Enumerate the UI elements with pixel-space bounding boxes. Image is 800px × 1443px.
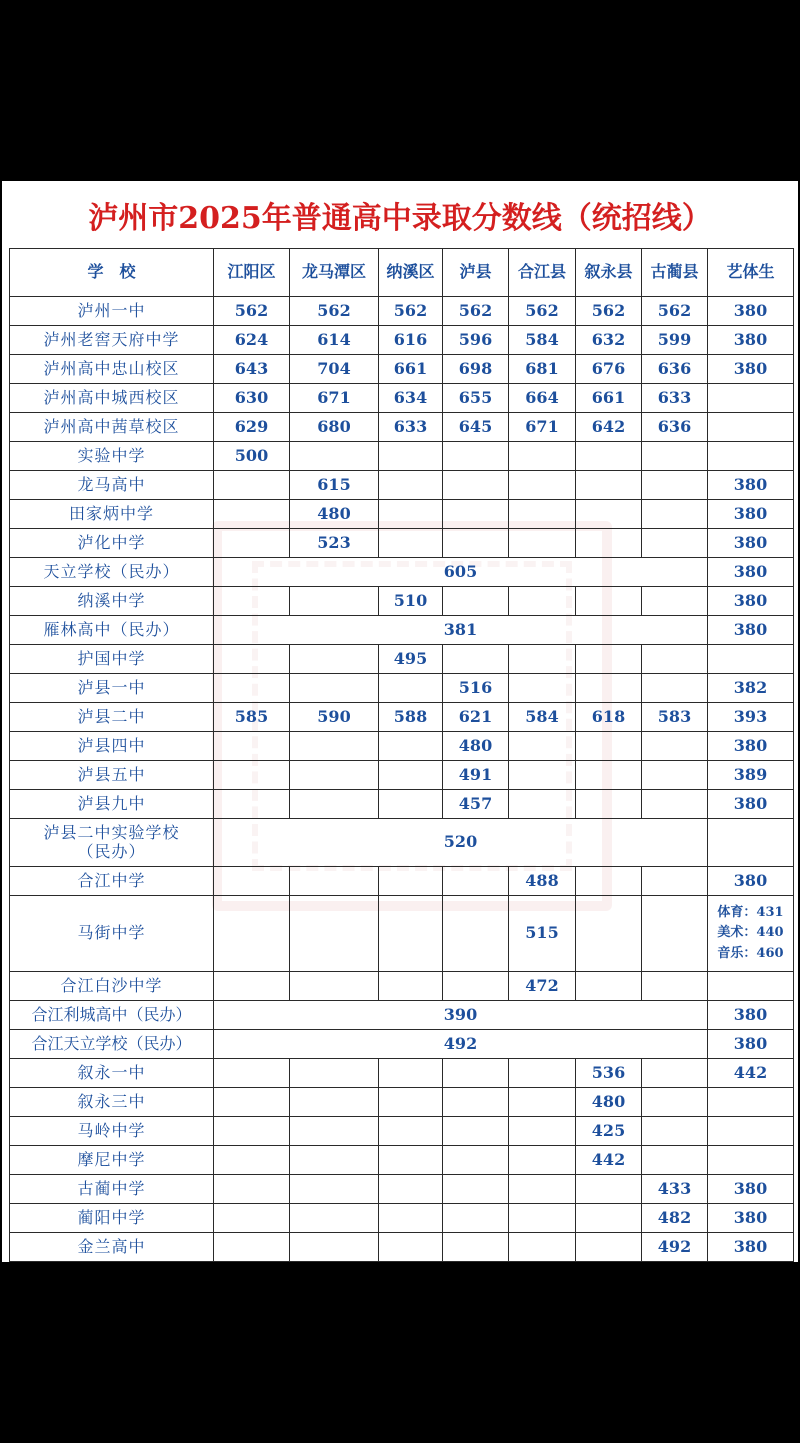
score-cell: 633 — [379, 413, 443, 442]
score-cell — [576, 529, 642, 558]
score-cell — [379, 674, 443, 703]
score-cell — [576, 761, 642, 790]
school-name: 叙永三中 — [10, 1088, 214, 1117]
school-name: 实验中学 — [10, 442, 214, 471]
score-art: 380 — [708, 529, 794, 558]
score-cell — [642, 529, 708, 558]
score-cell: 636 — [642, 413, 708, 442]
score-cell — [642, 761, 708, 790]
score-cell: 680 — [290, 413, 379, 442]
score-cell — [214, 732, 290, 761]
score-cell — [642, 1088, 708, 1117]
school-name: 雁林高中（民办） — [10, 616, 214, 645]
score-cell — [509, 471, 576, 500]
score-cell — [642, 1117, 708, 1146]
score-cell — [214, 587, 290, 616]
school-name: 摩尼中学 — [10, 1146, 214, 1175]
page-title: 泸州市2025年普通高中录取分数线（统招线） — [88, 200, 712, 236]
table-row — [10, 1233, 794, 1262]
score-cell: 643 — [214, 355, 290, 384]
score-cell — [379, 1175, 443, 1204]
score-art — [708, 384, 794, 413]
table-row — [10, 790, 794, 819]
score-cell: 562 — [509, 297, 576, 326]
score-art: 380 — [708, 326, 794, 355]
school-name: 泸县九中 — [10, 790, 214, 819]
score-cell — [290, 442, 379, 471]
table-row — [10, 1146, 794, 1175]
score-cell — [290, 1117, 379, 1146]
score-cell: 599 — [642, 326, 708, 355]
score-cell: 588 — [379, 703, 443, 732]
score-art: 380 — [708, 1233, 794, 1262]
score-cell: 562 — [379, 297, 443, 326]
score-cell — [290, 896, 379, 972]
score-cell — [379, 761, 443, 790]
score-cell: 655 — [443, 384, 509, 413]
score-cell — [509, 529, 576, 558]
score-cell — [214, 500, 290, 529]
score-art: 380 — [708, 587, 794, 616]
score-cell: 704 — [290, 355, 379, 384]
score-cell — [290, 761, 379, 790]
score-cell: 661 — [379, 355, 443, 384]
score-cell — [290, 587, 379, 616]
score-cell — [290, 674, 379, 703]
score-cell: 621 — [443, 703, 509, 732]
score-art: 380 — [708, 355, 794, 384]
score-art: 389 — [708, 761, 794, 790]
score-cell — [509, 674, 576, 703]
table-row — [10, 558, 794, 587]
school-name: 泸县五中 — [10, 761, 214, 790]
score-cell: 671 — [290, 384, 379, 413]
score-cell: 457 — [443, 790, 509, 819]
score-cell — [379, 471, 443, 500]
score-cell — [379, 790, 443, 819]
school-name: 马岭中学 — [10, 1117, 214, 1146]
score-cell — [576, 442, 642, 471]
score-art: 380 — [708, 1001, 794, 1030]
score-cell: 584 — [509, 703, 576, 732]
art-score-line: 体育：431 — [717, 905, 784, 921]
score-cell: 596 — [443, 326, 509, 355]
score-cell — [642, 972, 708, 1001]
score-cell — [290, 1204, 379, 1233]
column-header: 泸县 — [443, 249, 509, 297]
school-name: 叙永一中 — [10, 1059, 214, 1088]
score-cell: 615 — [290, 471, 379, 500]
score-cell — [642, 732, 708, 761]
score-cell — [443, 1117, 509, 1146]
school-name: 纳溪中学 — [10, 587, 214, 616]
score-cell — [576, 500, 642, 529]
score-cell: 523 — [290, 529, 379, 558]
score-table — [9, 248, 794, 1262]
score-cell — [443, 1175, 509, 1204]
score-cell — [214, 1233, 290, 1262]
score-cell: 562 — [576, 297, 642, 326]
score-art: 382 — [708, 674, 794, 703]
table-row — [10, 326, 794, 355]
score-cell — [642, 500, 708, 529]
score-cell — [379, 529, 443, 558]
score-cell — [509, 587, 576, 616]
score-cell: 584 — [509, 326, 576, 355]
score-cell: 562 — [214, 297, 290, 326]
score-cell: 642 — [576, 413, 642, 442]
school-name-line: 泸县二中实验学校 — [43, 823, 180, 843]
score-cell — [379, 1204, 443, 1233]
score-cell — [443, 500, 509, 529]
score-art: 393 — [708, 703, 794, 732]
score-cell — [576, 587, 642, 616]
score-cell — [576, 1175, 642, 1204]
score-cell — [443, 896, 509, 972]
score-cell: 562 — [290, 297, 379, 326]
school-name: 金兰高中 — [10, 1233, 214, 1262]
score-cell — [509, 500, 576, 529]
score-cell: 630 — [214, 384, 290, 413]
score-cell — [214, 867, 290, 896]
score-cell: 500 — [214, 442, 290, 471]
table-body — [10, 297, 794, 1262]
score-cell — [642, 1146, 708, 1175]
score-cell — [443, 442, 509, 471]
school-name: 合江利城高中（民办） — [10, 1001, 214, 1030]
score-cell — [214, 529, 290, 558]
score-cell: 488 — [509, 867, 576, 896]
score-cell: 698 — [443, 355, 509, 384]
column-header: 叙永县 — [576, 249, 642, 297]
score-art: 380 — [708, 616, 794, 645]
score-art — [708, 413, 794, 442]
school-name: 泸州高中城西校区 — [10, 384, 214, 413]
table-row — [10, 529, 794, 558]
score-cell — [509, 1146, 576, 1175]
table-row — [10, 1001, 794, 1030]
score-cell — [576, 645, 642, 674]
score-merged: 381 — [214, 616, 708, 645]
table-row — [10, 1175, 794, 1204]
score-cell — [214, 790, 290, 819]
score-cell — [509, 1088, 576, 1117]
score-merged: 492 — [214, 1030, 708, 1059]
table-row — [10, 1117, 794, 1146]
school-name: 龙马高中 — [10, 471, 214, 500]
score-art — [708, 972, 794, 1001]
school-name: 泸州老窖天府中学 — [10, 326, 214, 355]
school-name: 护国中学 — [10, 645, 214, 674]
score-cell — [509, 442, 576, 471]
score-cell — [214, 896, 290, 972]
score-art: 380 — [708, 732, 794, 761]
score-cell: 629 — [214, 413, 290, 442]
table-row — [10, 587, 794, 616]
school-name-line: （民办） — [77, 841, 146, 861]
score-cell — [290, 790, 379, 819]
score-cell — [576, 790, 642, 819]
score-cell: 645 — [443, 413, 509, 442]
score-merged: 520 — [214, 819, 708, 867]
table-row — [10, 1030, 794, 1059]
table-row — [10, 442, 794, 471]
score-cell: 480 — [290, 500, 379, 529]
score-cell: 425 — [576, 1117, 642, 1146]
table-row — [10, 645, 794, 674]
score-cell — [290, 732, 379, 761]
score-cell: 510 — [379, 587, 443, 616]
score-cell: 671 — [509, 413, 576, 442]
school-name: 泸州高中茜草校区 — [10, 413, 214, 442]
score-art — [708, 1117, 794, 1146]
table-row — [10, 355, 794, 384]
score-cell: 618 — [576, 703, 642, 732]
score-cell: 585 — [214, 703, 290, 732]
score-cell — [642, 896, 708, 972]
score-cell: 633 — [642, 384, 708, 413]
score-cell — [576, 732, 642, 761]
score-sheet — [2, 181, 798, 1262]
school-name — [10, 819, 214, 867]
score-cell: 676 — [576, 355, 642, 384]
score-cell: 492 — [642, 1233, 708, 1262]
score-cell — [214, 1088, 290, 1117]
score-cell: 491 — [443, 761, 509, 790]
score-cell — [290, 972, 379, 1001]
score-cell: 562 — [642, 297, 708, 326]
score-cell — [642, 442, 708, 471]
score-cell — [576, 1204, 642, 1233]
score-cell — [214, 1204, 290, 1233]
score-art — [708, 1146, 794, 1175]
score-cell: 661 — [576, 384, 642, 413]
score-cell — [214, 972, 290, 1001]
score-cell: 664 — [509, 384, 576, 413]
art-score-line: 美术：440 — [717, 925, 784, 941]
score-cell — [443, 471, 509, 500]
score-cell — [509, 1117, 576, 1146]
column-header: 合江县 — [509, 249, 576, 297]
score-cell: 583 — [642, 703, 708, 732]
column-header: 江阳区 — [214, 249, 290, 297]
table-row — [10, 384, 794, 413]
table-row — [10, 867, 794, 896]
score-cell — [443, 587, 509, 616]
score-cell: 495 — [379, 645, 443, 674]
score-cell: 590 — [290, 703, 379, 732]
score-cell — [642, 471, 708, 500]
score-art — [708, 819, 794, 867]
header-row — [10, 249, 794, 297]
score-merged: 605 — [214, 558, 708, 587]
score-cell — [214, 674, 290, 703]
score-art: 380 — [708, 1204, 794, 1233]
score-cell: 616 — [379, 326, 443, 355]
score-cell — [290, 1233, 379, 1262]
score-cell — [509, 1175, 576, 1204]
score-cell — [379, 896, 443, 972]
score-cell: 480 — [443, 732, 509, 761]
score-cell — [576, 867, 642, 896]
score-cell — [379, 1233, 443, 1262]
score-cell — [379, 732, 443, 761]
score-cell — [642, 867, 708, 896]
score-art — [708, 442, 794, 471]
score-cell — [443, 645, 509, 674]
score-cell — [642, 674, 708, 703]
score-cell — [509, 1233, 576, 1262]
table-row — [10, 500, 794, 529]
table-row — [10, 1088, 794, 1117]
school-name: 天立学校（民办） — [10, 558, 214, 587]
score-cell — [576, 896, 642, 972]
score-art — [708, 645, 794, 674]
score-art: 442 — [708, 1059, 794, 1088]
column-header: 龙马潭区 — [290, 249, 379, 297]
score-cell: 480 — [576, 1088, 642, 1117]
score-cell — [642, 587, 708, 616]
score-cell: 536 — [576, 1059, 642, 1088]
score-art: 380 — [708, 558, 794, 587]
school-name: 泸县一中 — [10, 674, 214, 703]
score-cell: 614 — [290, 326, 379, 355]
table-row — [10, 297, 794, 326]
score-cell — [214, 1059, 290, 1088]
score-art: 380 — [708, 1030, 794, 1059]
table-row — [10, 616, 794, 645]
score-cell — [509, 645, 576, 674]
score-cell — [379, 1059, 443, 1088]
score-cell: 482 — [642, 1204, 708, 1233]
table-row — [10, 761, 794, 790]
score-cell — [576, 471, 642, 500]
score-cell: 516 — [443, 674, 509, 703]
school-name: 合江白沙中学 — [10, 972, 214, 1001]
score-art: 380 — [708, 1175, 794, 1204]
score-cell — [509, 1204, 576, 1233]
score-cell: 636 — [642, 355, 708, 384]
score-cell — [509, 732, 576, 761]
school-name: 合江天立学校（民办） — [10, 1030, 214, 1059]
table-row — [10, 896, 794, 972]
table-row — [10, 1204, 794, 1233]
score-cell — [576, 1233, 642, 1262]
score-cell — [642, 645, 708, 674]
score-art — [708, 896, 794, 972]
table-row — [10, 413, 794, 442]
score-art: 380 — [708, 790, 794, 819]
score-cell: 624 — [214, 326, 290, 355]
score-cell — [214, 471, 290, 500]
column-header: 古蔺县 — [642, 249, 708, 297]
score-merged: 390 — [214, 1001, 708, 1030]
table-row — [10, 819, 794, 867]
score-cell — [379, 1146, 443, 1175]
table-row — [10, 732, 794, 761]
table-row — [10, 674, 794, 703]
school-name: 泸县四中 — [10, 732, 214, 761]
score-cell: 632 — [576, 326, 642, 355]
score-cell — [509, 761, 576, 790]
score-cell — [443, 1233, 509, 1262]
school-name: 古蔺中学 — [10, 1175, 214, 1204]
score-cell — [290, 1059, 379, 1088]
score-cell — [214, 1146, 290, 1175]
score-cell — [214, 645, 290, 674]
score-cell — [214, 761, 290, 790]
score-cell — [443, 1204, 509, 1233]
school-name: 泸化中学 — [10, 529, 214, 558]
school-name: 蔺阳中学 — [10, 1204, 214, 1233]
school-name: 合江中学 — [10, 867, 214, 896]
score-cell — [379, 867, 443, 896]
score-art: 380 — [708, 867, 794, 896]
score-cell — [379, 442, 443, 471]
table-row — [10, 1059, 794, 1088]
table-row — [10, 972, 794, 1001]
score-cell — [379, 1117, 443, 1146]
score-cell — [443, 1146, 509, 1175]
score-cell — [443, 529, 509, 558]
art-score-line: 音乐：460 — [717, 945, 784, 961]
score-cell — [443, 1088, 509, 1117]
score-cell — [509, 1059, 576, 1088]
score-cell — [290, 867, 379, 896]
score-cell: 681 — [509, 355, 576, 384]
school-name: 泸州一中 — [10, 297, 214, 326]
score-cell: 634 — [379, 384, 443, 413]
score-cell — [214, 1117, 290, 1146]
score-cell — [290, 1088, 379, 1117]
column-header: 纳溪区 — [379, 249, 443, 297]
table-row — [10, 471, 794, 500]
score-cell — [290, 1175, 379, 1204]
score-cell — [642, 790, 708, 819]
score-cell — [379, 972, 443, 1001]
score-cell: 562 — [443, 297, 509, 326]
score-cell: 515 — [509, 896, 576, 972]
score-cell — [214, 1175, 290, 1204]
score-cell — [379, 500, 443, 529]
score-cell: 472 — [509, 972, 576, 1001]
score-cell — [509, 790, 576, 819]
score-art: 380 — [708, 500, 794, 529]
score-cell — [379, 1088, 443, 1117]
score-cell: 442 — [576, 1146, 642, 1175]
column-header-school: 学 校 — [10, 249, 214, 297]
score-cell — [443, 867, 509, 896]
column-header: 艺体生 — [708, 249, 794, 297]
score-cell: 433 — [642, 1175, 708, 1204]
score-art: 380 — [708, 471, 794, 500]
score-cell — [576, 972, 642, 1001]
table-row — [10, 703, 794, 732]
school-name: 泸县二中 — [10, 703, 214, 732]
score-cell — [443, 1059, 509, 1088]
school-name: 马街中学 — [10, 896, 214, 972]
score-cell — [576, 674, 642, 703]
score-art — [708, 1088, 794, 1117]
score-cell — [443, 972, 509, 1001]
school-name: 泸州高中忠山校区 — [10, 355, 214, 384]
score-art: 380 — [708, 297, 794, 326]
score-cell — [290, 1146, 379, 1175]
score-cell — [290, 645, 379, 674]
score-cell — [642, 1059, 708, 1088]
school-name: 田家炳中学 — [10, 500, 214, 529]
